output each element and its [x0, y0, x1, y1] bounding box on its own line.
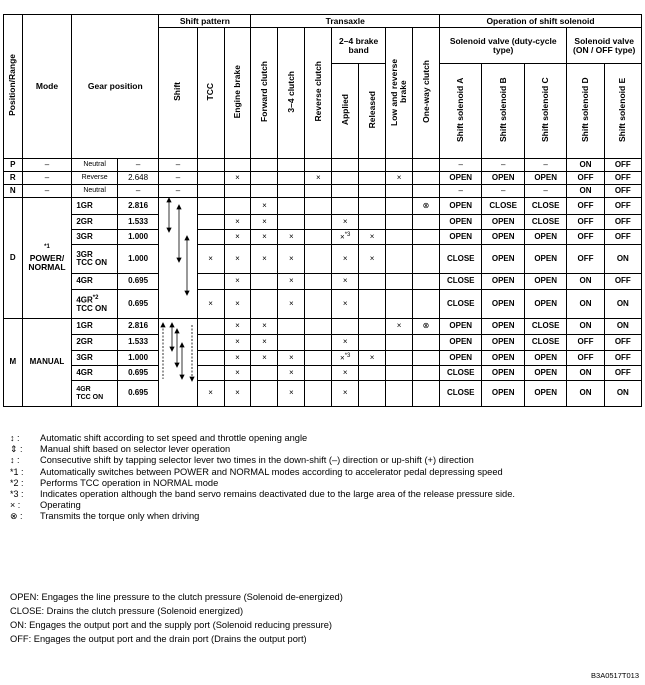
brake-band-header: 2–4 brake band — [332, 28, 386, 64]
applied-header: Applied — [332, 64, 359, 159]
shift-arrows-m — [159, 319, 197, 407]
legend-item: ⊗ : Transmits the torque only when driving — [10, 511, 200, 522]
table-row-p: P – Neutral – – – – – ON OFF — [4, 159, 642, 172]
table-row-m-3gr: 3GR 1.000 × × × ×$^{*3}$ × OPEN OPEN OPEN OFF OFF — [4, 351, 642, 366]
legend — [10, 433, 630, 523]
legend-item: *2 : Performs TCC operation in NORMAL mode — [10, 477, 219, 488]
mode-header: Mode — [22, 15, 72, 159]
engine-brake-header: Engine brake — [224, 28, 251, 159]
table-row-d-2gr: 2GR 1.533 × × × OPEN OPEN CLOSE OFF OFF — [4, 215, 642, 230]
definition-open: OPEN: Engages the line pressure to the clutch pressure (Solenoid de-energized) — [10, 592, 343, 602]
table-row-m-4gr: 4GR 0.695 × × × CLOSE OPEN OPEN ON OFF — [4, 366, 642, 381]
legend-item: ↕ : Consecutive shift by tapping selector lever two times in the down-shift (–) direction or up-shift (+) direction — [10, 455, 474, 466]
shift-pattern-header: Shift pattern — [159, 15, 251, 28]
table-row-r: R – Reverse 2.648 – × × × OPEN OPEN OPEN OFF OFF — [4, 172, 642, 185]
legend-item: *1 : Automatically switches between POWER and NORMAL modes according to accelerator pedal depressing speed — [10, 466, 503, 477]
forward-clutch-header: Forward clutch — [251, 28, 278, 159]
table-row-m-2gr: 2GR 1.533 × × × OPEN OPEN CLOSE OFF OFF — [4, 335, 642, 351]
solenoid-e-header: Shift solenoid E — [604, 64, 641, 159]
shift-solenoid-table — [3, 14, 642, 407]
solenoid-d-header: Shift solenoid D — [567, 64, 604, 159]
legend-item: × : Operating — [10, 500, 81, 511]
shift-arrows-d — [159, 198, 197, 319]
released-header: Released — [359, 64, 386, 159]
definitions — [10, 590, 343, 646]
one-way-clutch-header: One-way clutch — [413, 28, 440, 159]
table-row-d-4gr-tcc: 4GR$^{*2}$ TCC ON 0.695 × × × × CLOSE OPEN OPEN ON ON — [4, 290, 642, 319]
duty-cycle-valve-header: Solenoid valve (duty-cycle type) — [440, 28, 567, 64]
definition-off: OFF: Engages the output port and the drain port (Drains the output port) — [10, 634, 307, 644]
transaxle-header: Transaxle — [251, 15, 440, 28]
shift-header: Shift — [159, 28, 197, 159]
position-range-header: Position/Range — [4, 15, 23, 159]
solenoid-a-header: Shift solenoid A — [440, 64, 482, 159]
low-reverse-brake-header: Low and reverse brake — [386, 28, 413, 159]
table-row-d-4gr: 4GR 0.695 × × × CLOSE OPEN OPEN ON OFF — [4, 274, 642, 290]
shift-solenoid-operation-header: Operation of shift solenoid — [440, 15, 642, 28]
table-row-d-3gr-tcc: 3GR TCC ON 1.000 × × × × × × CLOSE OPEN OPEN OFF ON — [4, 245, 642, 274]
legend-item: ↕ : Automatic shift according to set speed and throttle opening angle — [10, 433, 308, 443]
definition-close: CLOSE: Drains the clutch pressure (Solenoid energized) — [10, 606, 244, 616]
legend-item: ⇕ : Manual shift based on selector lever operation — [10, 444, 231, 455]
on-off-valve-header: Solenoid valve (ON / OFF type) — [567, 28, 642, 64]
table-row-m-4gr-tcc: 4GR TCC ON 0.695 × × × × CLOSE OPEN OPEN ON ON — [4, 381, 642, 407]
gear-position-header: Gear position — [72, 15, 159, 159]
definition-on: ON: Engages the output port and the supply port (Solenoid reducing pressure) — [10, 620, 332, 630]
table-row-m-1gr: M MANUAL 1GR 2.816 × × × ⊗ OPEN OPEN CLOSE ON ON — [4, 319, 642, 335]
legend-item: *3 : Indicates operation although the band servo remains deactivated due to the large area of the release pressure side. — [10, 489, 515, 500]
table-row-n: N – Neutral – – – – – ON OFF — [4, 185, 642, 198]
table-row-d-1gr: D $^{*1}$ POWER/ NORMAL 1GR 2.816 × ⊗ OPEN CLOSE CLOSE OFF OFF — [4, 198, 642, 215]
clutch-34-header: 3–4 clutch — [278, 28, 305, 159]
solenoid-c-header: Shift solenoid C — [524, 64, 566, 159]
figure-code: B3A0517T013 — [591, 671, 639, 680]
table-row-d-3gr: 3GR 1.000 × × × ×$^{*3}$ × OPEN OPEN OPEN OFF OFF — [4, 230, 642, 245]
solenoid-b-header: Shift solenoid B — [482, 64, 524, 159]
reverse-clutch-header: Reverse clutch — [305, 28, 332, 159]
tcc-header: TCC — [197, 28, 224, 159]
